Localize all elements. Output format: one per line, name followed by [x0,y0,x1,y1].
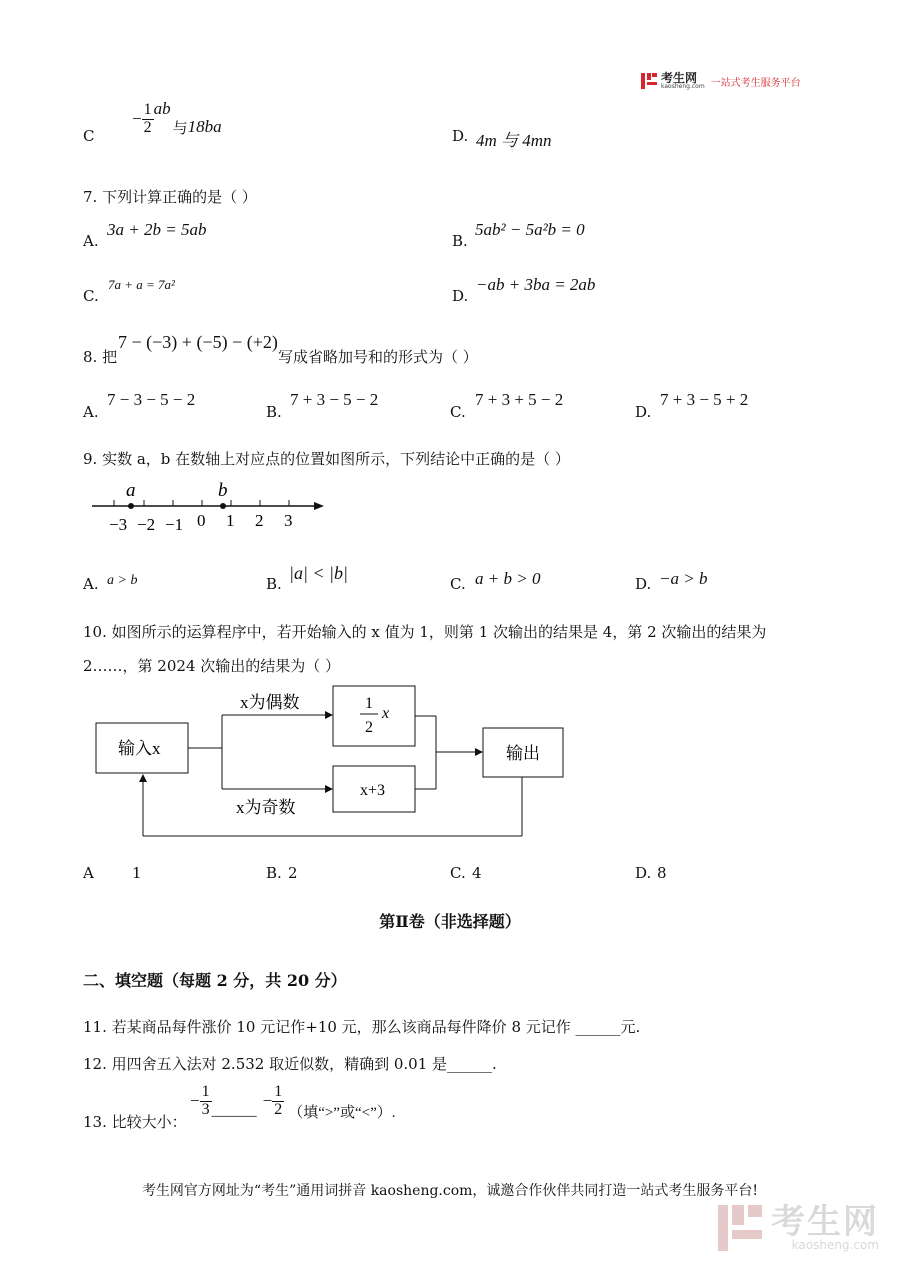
flow-half-var: x [382,705,390,722]
q7-d-expr: −ab + 3ba = 2ab [476,275,596,294]
q13-blank[interactable]: ______ [211,1102,257,1119]
q13-fraction-2 [272,1084,284,1119]
q10-d-label: D. [635,864,652,882]
flow-odd-label: x为奇数 [236,798,296,817]
q6-c-minus: − [132,109,142,129]
q11-text: 11. 若某商品每件涨价 10 元记作+10 元，那么该商品每件降价 8 元记作 ______元. [83,1018,641,1036]
q13-f1-num: 1 [201,1083,210,1100]
q10-c-val: 4 [472,864,482,882]
q8-d-label: D. [635,403,652,421]
q13-f2-den: 2 [274,1100,283,1118]
q6-c-fraction [142,102,154,137]
point-b-dot [220,503,226,509]
header-slogan: 一站式考生服务平台 [710,77,801,89]
header-domain: kaosheng.com [661,83,705,90]
q10-flowchart [90,683,570,845]
q8-stem-expr: 7 − (−3) + (−5) − (+2) [118,332,278,352]
flow-half-num: 1 [365,695,373,712]
q10-a-label: A [83,864,94,882]
point-b-label: b [218,480,228,501]
footer-text: 考生网官方网址为“考生”通用词拼音 kaosheng.com，诚邀合作伙伴共同打造一站式考生服务平台! [141,1183,759,1199]
q8-c-label: C. [450,403,466,421]
q9-c-label: C. [450,575,466,593]
flow-half-den: 2 [365,719,373,736]
q10-stem-line2: 2……，第 2024 次输出的结果为（ ） [83,657,341,675]
q9-b-expr: |a| < |b| [289,563,348,583]
q6-c-label: C [83,127,95,145]
flow-input-label: 输入x [118,739,161,758]
tick-label: −2 [137,515,156,534]
q6-d-expr: 4m 与 4mn [476,131,552,150]
q9-c-expr: a + b > 0 [475,569,541,588]
point-a-dot [128,503,134,509]
tick-label: −1 [165,515,184,534]
q9-a-expr: a > b [107,573,138,588]
q8-d-expr: 7 + 3 − 5 + 2 [660,390,749,409]
q13-f2-minus: − [262,1091,273,1111]
q8-b-label: B. [266,403,282,421]
q7-b-expr: 5ab² − 5a²b = 0 [475,220,585,239]
q10-b-label: B. [266,864,282,882]
q13-expr [190,1084,396,1119]
header-brand: 考生网 [661,71,698,85]
q8-a-expr: 7 − 3 − 5 − 2 [107,390,196,409]
tick-label: 2 [255,511,264,530]
q7-c-expr: 7a + a = 7a² [108,277,175,292]
q10-b-val: 2 [288,864,298,882]
flow-output-label: 输出 [506,744,540,763]
q13-f2-num: 1 [274,1083,283,1100]
tick-label: 3 [284,511,293,530]
point-a-label: a [126,480,136,501]
q7-d-label: D. [452,287,469,305]
q7-stem: 7. 下列计算正确的是（ ） [83,188,257,206]
flow-even-label: x为偶数 [240,693,300,712]
q6-c-option [132,99,222,137]
q7-a-expr: 3a + 2b = 5ab [107,220,207,239]
q10-a-val: 1 [132,864,142,882]
q12-text: 12. 用四舍五入法对 2.532 取近似数，精确到 0.01 是______. [83,1055,497,1073]
q6-c-tail: 18ba [187,117,222,137]
watermark-domain: kaosheng.com [791,1238,879,1252]
q6-c-joiner: 与 [172,120,188,137]
tick-label: 0 [197,511,206,530]
volume-title: 第Ⅱ卷（非选择题） [379,912,521,931]
q6-c-frac-den: 2 [143,118,152,136]
q9-stem: 9. 实数 a，b 在数轴上对应点的位置如图所示，下列结论中正确的是（ ） [83,450,570,468]
flow-plus3-label: x+3 [360,782,386,799]
kaosheng-logo-icon [640,72,658,90]
q8-stem-pre: 8. 把 [83,348,118,366]
q9-a-label: A. [83,575,99,593]
footer-watermark [715,1202,879,1254]
watermark-brand: 考生网 [771,1202,879,1242]
q8-stem-post: 写成省略加号和的形式为（ ） [278,348,478,366]
header-logo[interactable] [640,72,801,90]
q6-c-var: ab [153,99,171,119]
part-title: 二、填空题（每题 2 分，共 20 分） [83,971,347,990]
q13-pre: 13. 比较大小： [83,1113,187,1131]
q9-d-expr: −a > b [659,569,708,588]
q9-number-line [88,474,338,536]
q13-f1-minus: − [190,1091,200,1111]
q7-b-label: B. [452,232,468,250]
q6-d-label: D. [452,127,469,145]
q13-f1-den: 3 [201,1100,210,1118]
q8-a-label: A. [83,403,99,421]
q6-c-frac-num: 1 [143,101,152,118]
number-line-arrow-icon [314,502,324,510]
q8-b-expr: 7 + 3 − 5 − 2 [290,390,379,409]
q13-fraction-1 [200,1084,212,1119]
q7-a-label: A. [83,232,99,250]
q9-d-label: D. [635,575,652,593]
tick-label: 1 [226,511,235,530]
q9-b-label: B. [266,575,282,593]
flow-half-box [333,686,415,746]
q7-c-label: C. [83,287,99,305]
q13-post: （填“>”或“<”）. [288,1104,396,1121]
q8-c-expr: 7 + 3 + 5 − 2 [475,390,564,409]
q10-d-val: 8 [657,864,667,882]
q10-stem-line1: 10. 如图所示的运算程序中，若开始输入的 x 值为 1，则第 1 次输出的结果是 4，第 2 次输出的结果为 [83,623,767,641]
watermark-logo-icon [715,1202,765,1254]
tick-label: −3 [109,515,128,534]
q10-c-label: C. [450,864,466,882]
number-line-ticks [114,500,289,506]
